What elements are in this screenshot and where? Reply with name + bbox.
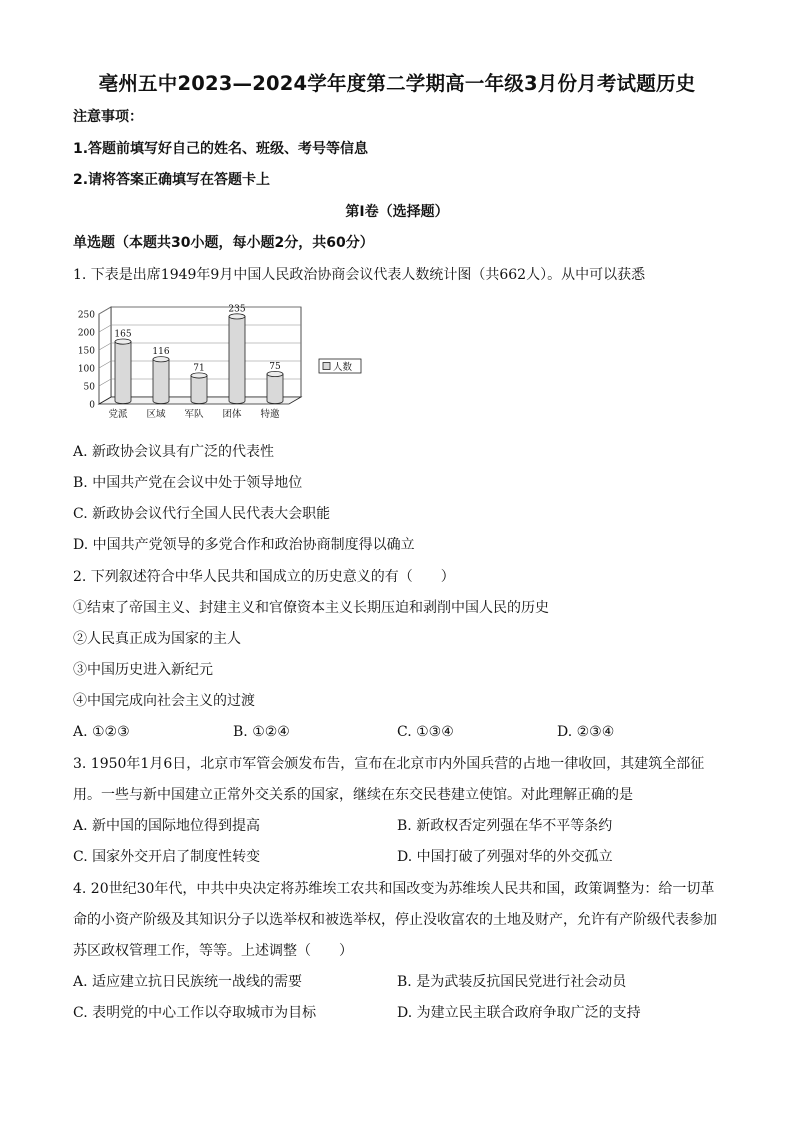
legend-swatch [323,363,330,370]
question-stem: 4. 20世纪30年代，中共中央决定将苏维埃工农共和国改变为苏维埃人民共和国，政策调整为：给一切革 [73,881,715,897]
bar [229,316,245,403]
y-tick-label: 100 [77,364,95,375]
data-label: 165 [114,329,132,340]
notice-heading: 注意事项： [73,109,143,125]
section-title: 第I卷（选择题） [345,204,449,220]
statement-item: ④中国完成向社会主义的过渡 [73,693,255,709]
option-c[interactable]: C. ①③④ [397,724,454,740]
question-stem: 1. 下表是出席1949年9月中国人民政治协商会议代表人数统计图（共662人）。从中可以获悉 [73,267,646,283]
part-heading: 单选题（本题共30小题，每小题2分，共60分） [73,235,374,251]
option-d[interactable]: D. 为建立民主联合政府争取广泛的支持 [397,1005,641,1021]
y-tick-label: 150 [77,346,95,357]
option-a[interactable]: A. 新中国的国际地位得到提高 [73,818,261,834]
option-c[interactable]: C. 国家外交开启了制度性转变 [73,849,261,865]
question-stem: 苏区政权管理工作，等等。上述调整（ ） [73,943,353,959]
x-tick-label: 党派 [108,409,128,420]
bar [115,342,131,404]
option-d[interactable]: D. 中国打破了列强对华的外交孤立 [397,849,613,865]
option-d[interactable]: D. 中国共产党领导的多党合作和政治协商制度得以确立 [73,537,415,553]
y-tick-label: 250 [77,310,95,321]
question-stem: 用。一些与新中国建立正常外交关系的国家，继续在东交民巷建立使馆。对此理解正确的是 [73,787,633,803]
page-title: 亳州五中2023—2024学年度第二学期高一年级3月份月考试题历史 [98,72,696,95]
option-b[interactable]: B. ①②④ [233,724,290,740]
statement-item: ③中国历史进入新纪元 [73,662,213,678]
statement-item: ②人民真正成为国家的主人 [73,631,241,647]
y-tick-label: 200 [77,328,95,339]
question-stem: 3. 1950年1月6日，北京市军管会颁发布告，宣布在北京市内外国兵营的占地一律收回，其建筑全部征 [73,756,705,772]
x-tick-label: 特邀 [260,409,280,420]
option-b[interactable]: B. 中国共产党在会议中处于领导地位 [73,475,303,491]
option-d[interactable]: D. ②③④ [557,724,615,740]
notice-item: 1.答题前填写好自己的姓名、班级、考号等信息 [73,141,369,157]
bar-top [153,357,169,362]
bar-top [115,339,131,344]
bar-top [229,314,245,319]
x-tick-label: 区域 [146,409,166,420]
bar-top [267,371,283,376]
legend-label: 人数 [333,362,353,373]
option-b[interactable]: B. 新政权否定列强在华不平等条约 [397,818,613,834]
option-b[interactable]: B. 是为武装反抗国民党进行社会动员 [397,974,627,990]
bar [267,374,283,404]
chart-side-wall [99,307,111,404]
option-a[interactable]: A. 适应建立抗日民族统一战线的需要 [73,974,303,990]
y-tick-label: 0 [89,400,95,411]
delegate-bar-chart [73,298,373,422]
notice-item: 2.请将答案正确填写在答题卡上 [73,172,271,188]
question-stem: 命的小资产阶级及其知识分子以选举权和被选举权，停止没收富农的土地及财产，允许有产阶级代表参加 [73,912,717,928]
bar [153,359,169,403]
y-tick-label: 50 [83,382,95,393]
option-a[interactable]: A. ①②③ [73,724,130,740]
option-a[interactable]: A. 新政协会议具有广泛的代表性 [73,444,275,460]
x-tick-label: 团体 [222,409,242,420]
question-stem: 2. 下列叙述符合中华人民共和国成立的历史意义的有（ ） [73,569,455,585]
option-c[interactable]: C. 表明党的中心工作以夺取城市为目标 [73,1005,317,1021]
data-label: 71 [193,363,205,374]
x-tick-label: 军队 [184,409,204,420]
statement-item: ①结束了帝国主义、封建主义和官僚资本主义长期压迫和剥削中国人民的历史 [73,600,549,616]
data-label: 75 [269,362,281,372]
bar-top [191,373,207,378]
data-label: 116 [152,347,170,358]
data-label: 235 [228,304,246,315]
option-c[interactable]: C. 新政协会议代行全国人民代表大会职能 [73,506,331,522]
bar [191,375,207,403]
